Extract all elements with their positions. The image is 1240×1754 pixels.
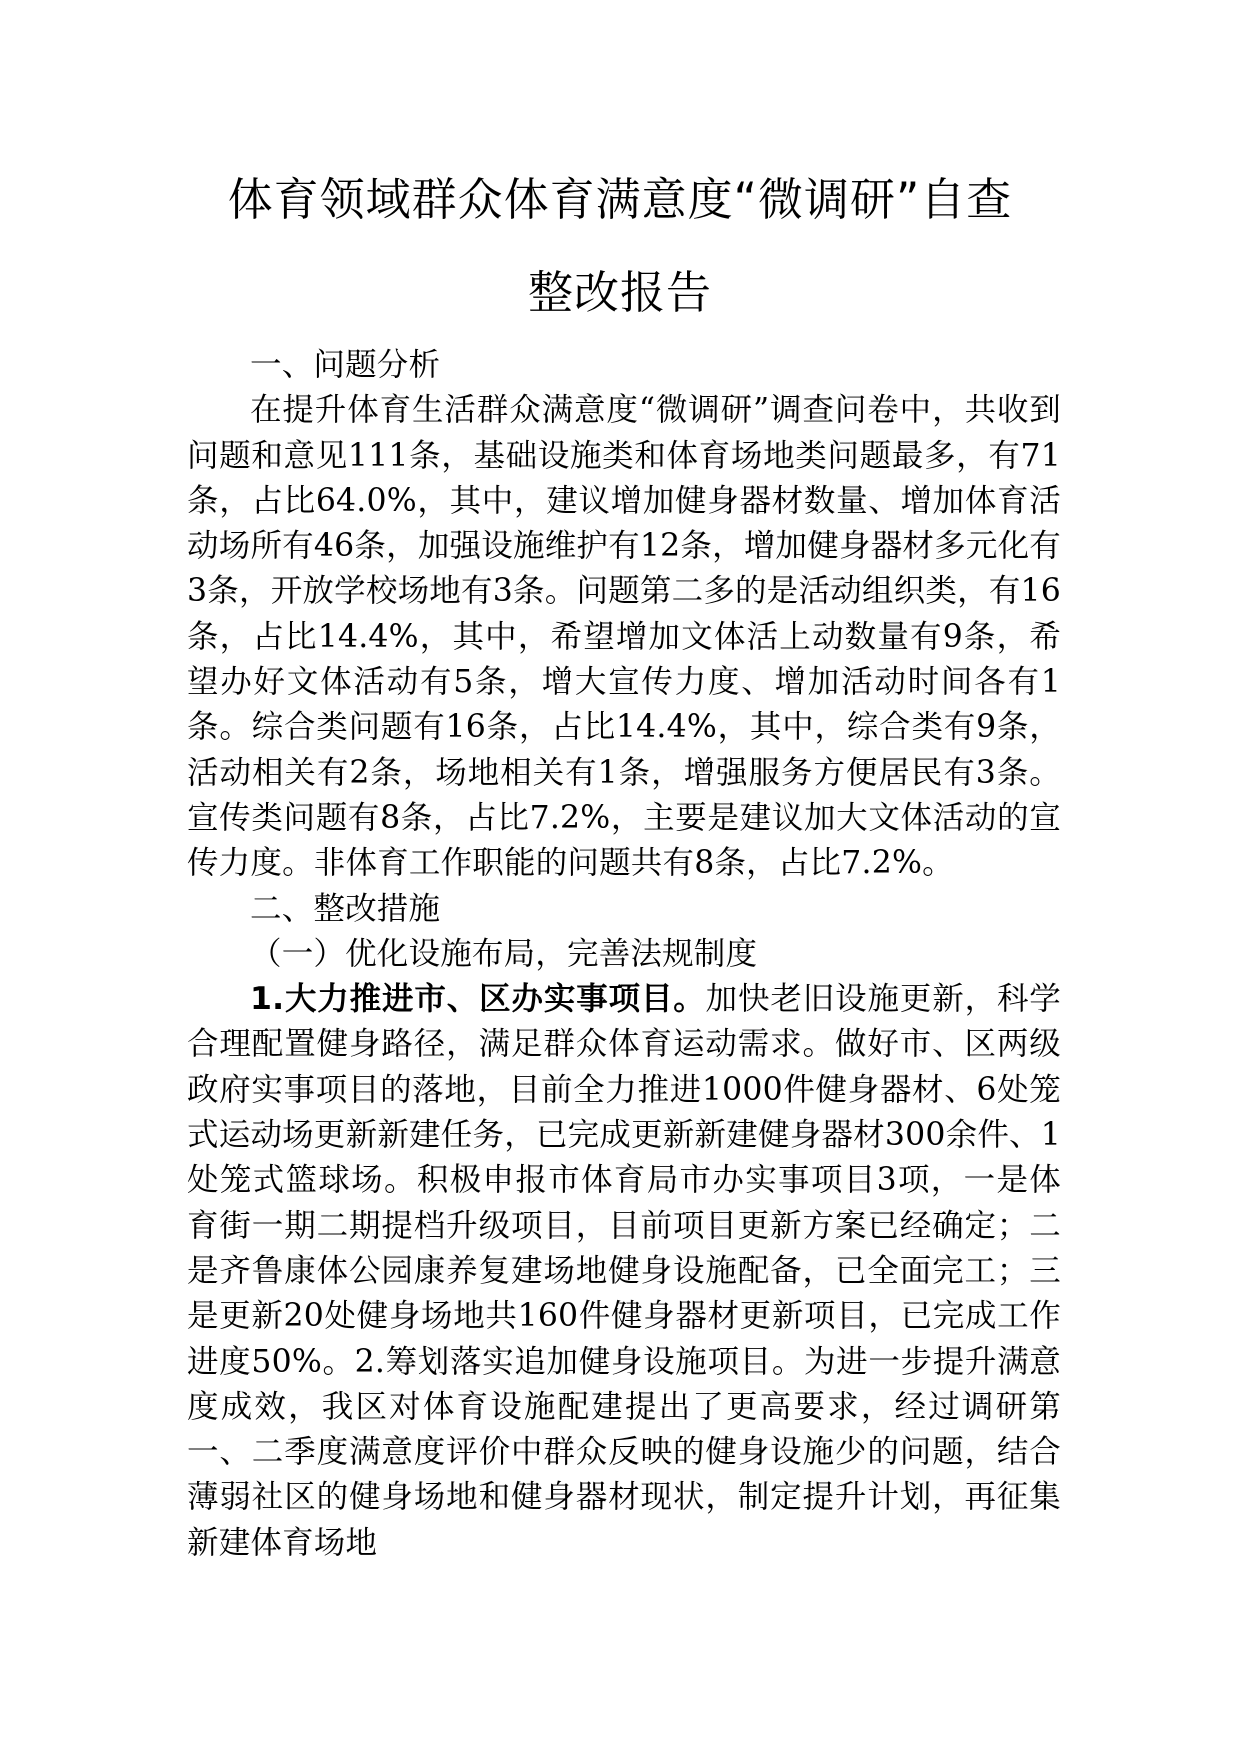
section1-heading: 一、问题分析 [250, 347, 441, 383]
section1-paragraph: 在提升体育生活群众满意度“微调研”调查问卷中，共收到问题和意见111条，基础设施类和体育场地类问题最多，有71条，占比64.0%，其中，建议增加健身器材数量、增加体育活动场所有46条，加强设施维护有12条，增加健身器材多元化有3条，开放学校场地有3条。问题第二多的是活动组织类，有16条，占比14.4%，其中，希望增加文体活上动数量有9条，希望办好文体活动有5条，增大宣传力度、增加活动时间各有1条。综合类问题有16条，占比14.4%，其中，综合类有9条，活动相关有2条，场地相关有1条，增强服务方便居民有3条。宣传类问题有8条，占比7.2%，主要是建议加大文体活动的宣传力度。非体育工作职能的问题共有8条，占比7.2%。 [187, 392, 1061, 882]
document-title-line2: 整改报告 [527, 266, 712, 319]
subsection1-heading: （一）优化设施布局，完善法规制度 [250, 935, 758, 972]
item1-paragraph [187, 977, 1061, 1566]
item1-lead: 1.大力推进市、区办实事项目。 [250, 981, 706, 1018]
section2-heading: 二、整改措施 [250, 890, 441, 927]
document-title-line1: 体育领域群众体育满意度“微调研”自查 [227, 173, 1013, 226]
item1-text: 加快老旧设施更新，科学合理配置健身路径，满足群众体育运动需求。做好市、区两级政府实事项目的落地，目前全力推进1000件健身器材、6处笼式运动场更新新建任务，已完成更新新建健身器材300余件、1处笼式篮球场。积极申报市体育局市办实事项目3项，一是体育街一期二期提档升级项目，目前项目更新方案已经确定；二是齐鲁康体公园康养复建场地健身设施配备，已全面完工；三是更新20处健身场地共160件健身器材更新项目，已完成工作进度50%。2.筹划落实追加健身设施项目。为进一步提升满意度成效，我区对体育设施配建提出了更高要求，经过调研第一、二季度满意度评价中群众反映的健身设施少的问题，结合薄弱社区的健身场地和健身器材现状，制定提升计划，再征集新建体育场地 [187, 981, 1062, 1561]
document-body [187, 343, 1061, 1566]
